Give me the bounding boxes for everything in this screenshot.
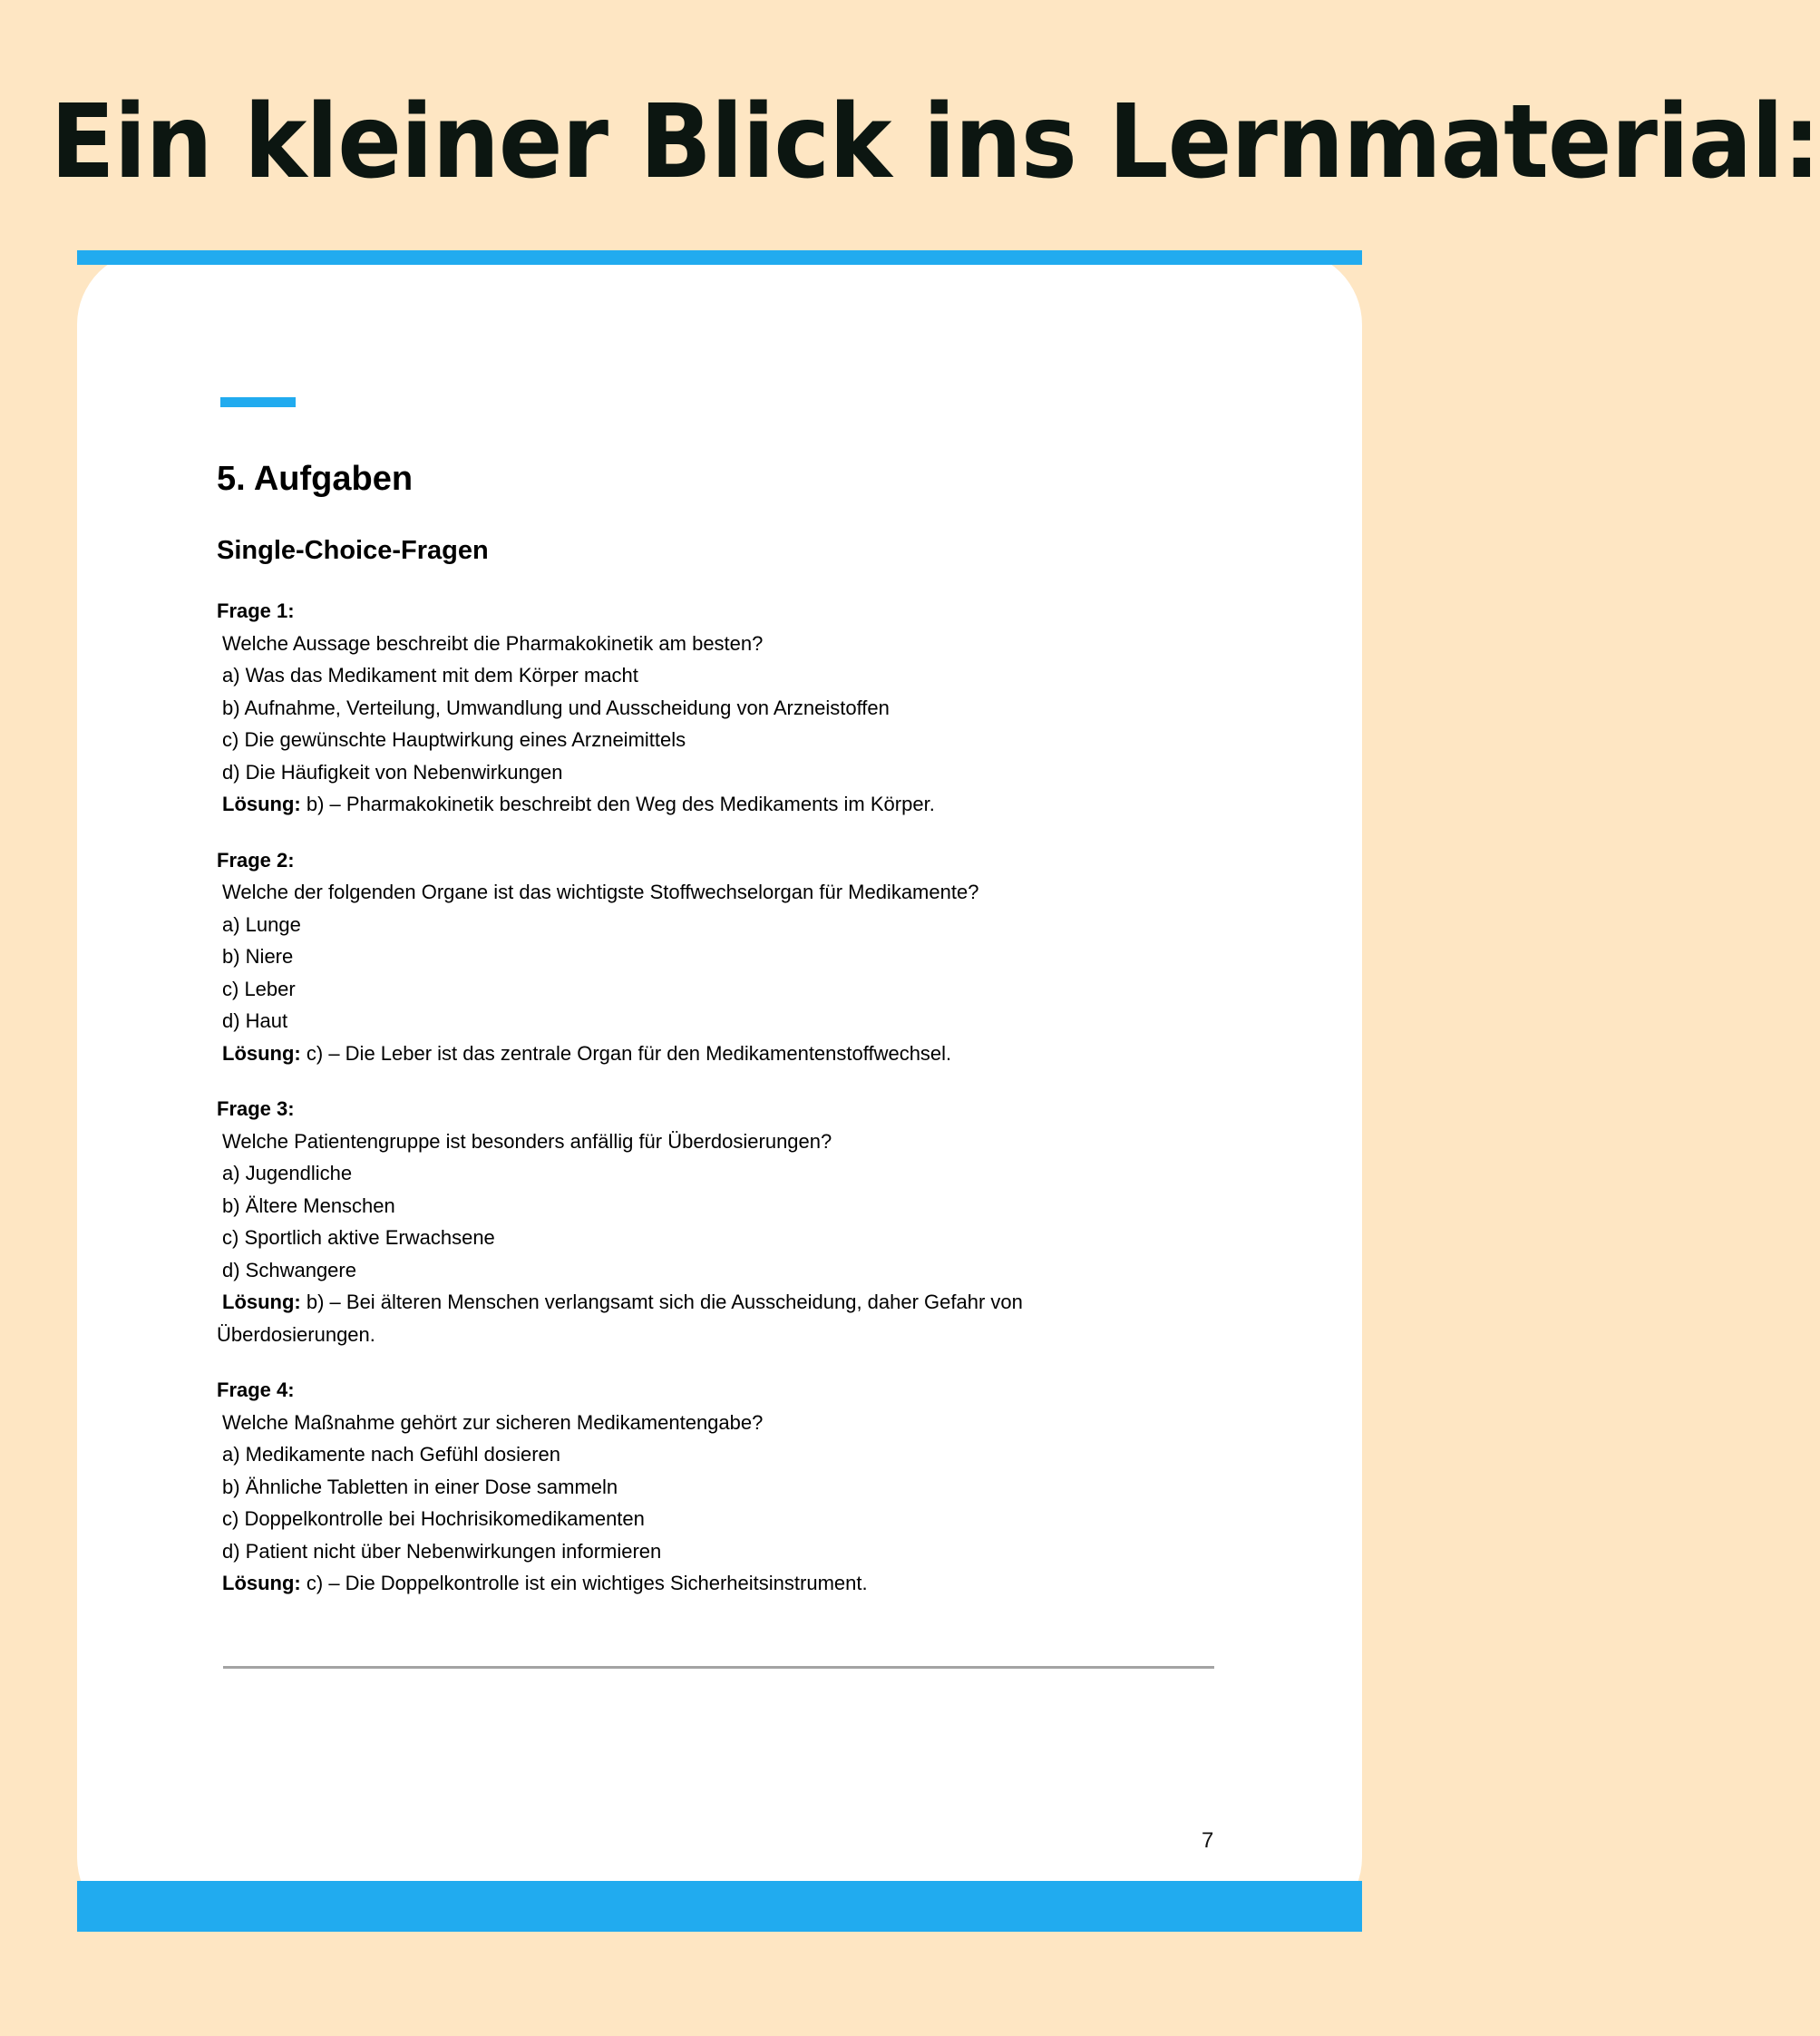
answer-option: b) Ältere Menschen (222, 1193, 395, 1217)
document-page-card (77, 250, 1362, 1932)
page-number: 7 (1202, 1828, 1214, 1853)
horizontal-divider (223, 1666, 1214, 1669)
answer-option: a) Medikamente nach Gefühl dosieren (222, 1443, 560, 1466)
answer-option: c) Die gewünschte Hauptwirkung eines Arzneimittels (222, 728, 686, 751)
question-text: Welche Maßnahme gehört zur sicheren Medikamentengabe? (222, 1410, 764, 1434)
question-block-3 (217, 1093, 1214, 1350)
question-block-2 (217, 844, 1214, 1070)
question-label: Frage 3: (217, 1097, 295, 1120)
solution-line (217, 1567, 1214, 1600)
question-block-1 (217, 595, 1214, 821)
question-text: Welche der folgenden Organe ist das wichtigste Stoffwechselorgan für Medikamente? (222, 881, 979, 903)
answer-option: b) Niere (222, 945, 294, 968)
solution-text: b) – Bei älteren Menschen verlangsamt sich die Ausscheidung, daher Gefahr von (300, 1291, 1023, 1313)
answer-option: b) Aufnahme, Verteilung, Umwandlung und Ausscheidung von Arzneistoffen (222, 696, 890, 719)
card-top-bar (77, 250, 1362, 265)
question-label: Frage 2: (217, 848, 295, 872)
solution-label: Lösung: (222, 1572, 301, 1594)
solution-continued: Überdosierungen. (217, 1322, 375, 1346)
answer-option: c) Leber (222, 977, 296, 1000)
section-accent-bar (220, 397, 296, 407)
solution-line (217, 1037, 1214, 1070)
solution-line (217, 788, 1214, 821)
answer-option: a) Lunge (222, 912, 301, 936)
answer-option: c) Doppelkontrolle bei Hochrisikomedikamenten (222, 1507, 645, 1530)
question-block-4 (217, 1374, 1214, 1600)
card-bottom-bar (77, 1881, 1362, 1932)
solution-label: Lösung: (222, 793, 301, 815)
answer-option: a) Was das Medikament mit dem Körper macht (222, 664, 638, 687)
question-text: Welche Aussage beschreibt die Pharmakokinetik am besten? (222, 631, 764, 655)
answer-option: d) Die Häufigkeit von Nebenwirkungen (222, 760, 563, 784)
answer-option: d) Schwangere (222, 1258, 356, 1281)
answer-option: d) Haut (222, 1009, 288, 1032)
solution-text: c) – Die Doppelkontrolle ist ein wichtiges Sicherheitsinstrument. (300, 1572, 868, 1594)
answer-option: d) Patient nicht über Nebenwirkungen informieren (222, 1539, 662, 1563)
answer-option: b) Ähnliche Tabletten in einer Dose sammeln (222, 1475, 618, 1498)
question-text: Welche Patientengruppe ist besonders anfällig für Überdosierungen? (222, 1129, 832, 1153)
solution-label: Lösung: (222, 1041, 301, 1065)
solution-text: c) – Die Leber ist das zentrale Organ für den Medikamentenstoffwechsel. (300, 1041, 952, 1065)
solution-label: Lösung: (222, 1291, 301, 1313)
solution-line (217, 1286, 1214, 1319)
hero-title: Ein kleiner Blick ins Lernmaterial: (50, 83, 1820, 201)
solution-text: b) – Pharmakokinetik beschreibt den Weg des Medikaments im Körper. (300, 793, 935, 815)
answer-option: a) Jugendliche (222, 1162, 353, 1184)
subsection-title: Single-Choice-Fragen (217, 536, 489, 565)
section-title: 5. Aufgaben (217, 460, 414, 498)
question-label: Frage 1: (217, 599, 295, 622)
question-label: Frage 4: (217, 1378, 295, 1401)
answer-option: c) Sportlich aktive Erwachsene (222, 1226, 495, 1249)
document-content (217, 457, 1214, 1623)
